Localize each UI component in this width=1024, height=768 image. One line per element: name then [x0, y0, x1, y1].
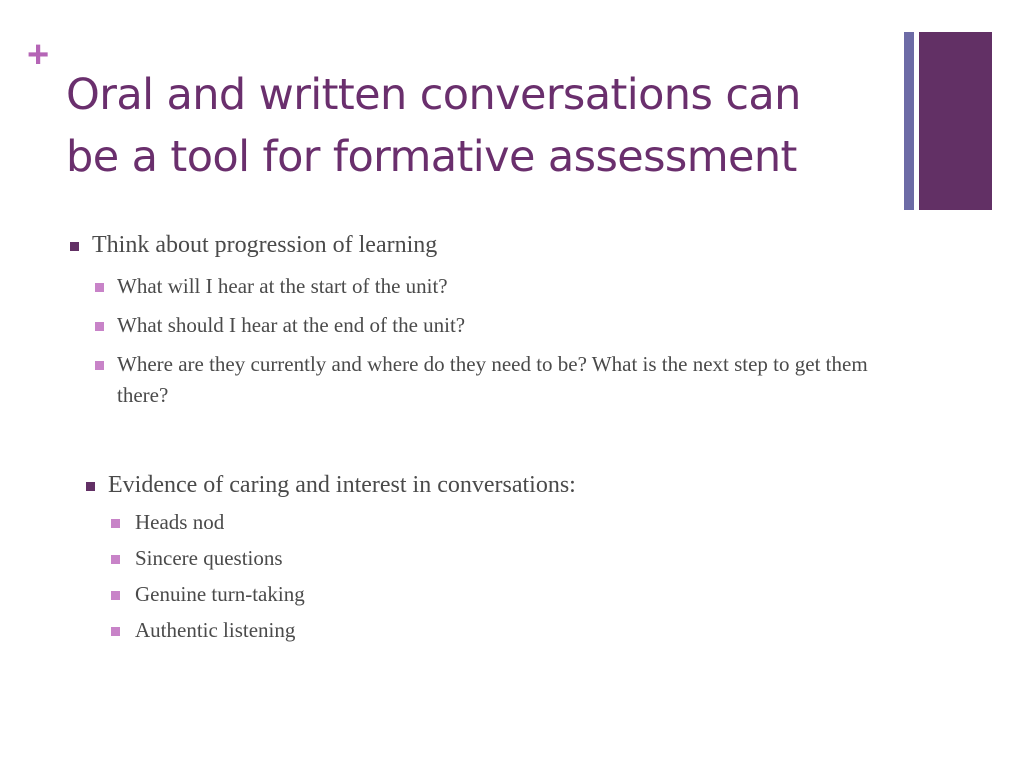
- bullet-text: Genuine turn-taking: [135, 582, 305, 606]
- square-bullet-icon: [111, 591, 120, 600]
- accent-bar-thin: [904, 32, 914, 210]
- square-bullet-icon: [111, 627, 120, 636]
- title-line-2: be a tool for formative assessment: [66, 132, 797, 182]
- bullet-text: Heads nod: [135, 510, 225, 534]
- square-bullet-icon: [95, 322, 104, 331]
- bullet-progression-heading: [70, 230, 870, 260]
- bullet-start-of-unit: [95, 271, 885, 302]
- square-bullet-icon: [86, 482, 95, 491]
- bullet-text: Evidence of caring and interest in conversations:: [108, 472, 576, 498]
- bullet-text: Think about progression of learning: [92, 232, 438, 258]
- bullet-evidence-heading: [86, 470, 886, 500]
- bullet-text: Where are they currently and where do they need to be? What is the next step to get them there?: [117, 352, 868, 407]
- bullet-heads-nod: [111, 507, 811, 538]
- bullet-end-of-unit: [95, 310, 885, 341]
- title-line-1: Oral and written conversations can: [66, 70, 801, 120]
- bullet-text: Sincere questions: [135, 546, 283, 570]
- square-bullet-icon: [111, 555, 120, 564]
- slide-title: [66, 64, 896, 188]
- bullet-next-step: [95, 349, 885, 411]
- square-bullet-icon: [70, 242, 79, 251]
- square-bullet-icon: [95, 283, 104, 292]
- bullet-turn-taking: [111, 579, 811, 610]
- bullet-sincere-questions: [111, 543, 811, 574]
- plus-icon: +: [27, 34, 50, 76]
- bullet-text: What will I hear at the start of the unit?: [117, 274, 448, 298]
- accent-bar-thick: [919, 32, 992, 210]
- bullet-text: What should I hear at the end of the unit?: [117, 313, 466, 337]
- square-bullet-icon: [95, 361, 104, 370]
- bullet-text: Authentic listening: [135, 618, 296, 642]
- square-bullet-icon: [111, 519, 120, 528]
- bullet-authentic-listening: [111, 615, 811, 646]
